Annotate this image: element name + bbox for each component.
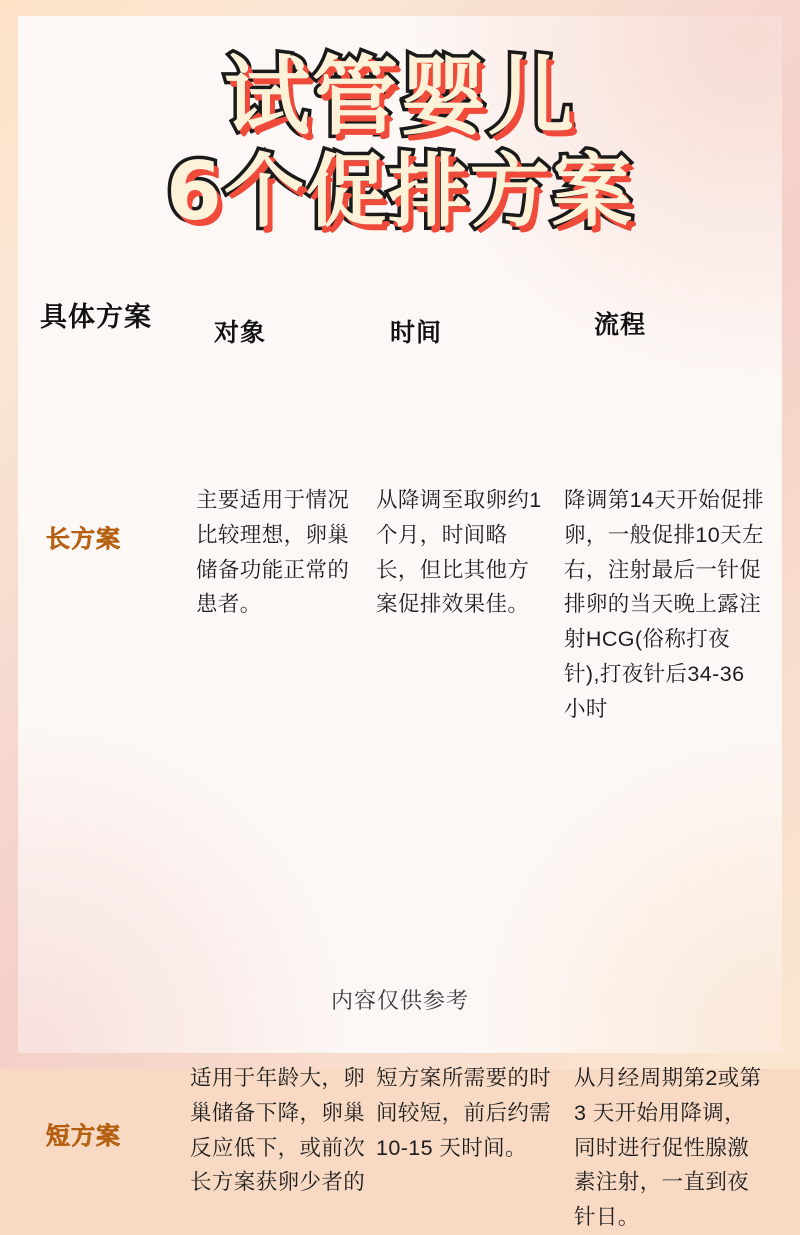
title-line-1: 试管婴儿 — [224, 47, 576, 147]
title-line-2: 6个促排方案 — [166, 145, 634, 239]
row-object-short-protocol: 适用于年龄大，卵巢储备下降，卵巢反应低下，或前次长方案获卵少者的 — [190, 1066, 366, 1195]
table-row — [18, 361, 782, 721]
row-label-long-protocol: 长方案 — [46, 526, 121, 553]
row-time-long-protocol: 从降调至取卵约1个月，时间略长，但比其他方案促排效果佳。 — [376, 488, 542, 617]
poster-card-background — [18, 16, 782, 1230]
row-process-long-protocol: 降调第14天开始促排卵，一般促排10天左右，注射最后一针促排卵的当天晚上露注射HCG(俗称打夜针),打夜针后34-36小时 — [564, 488, 764, 721]
row-object-long-protocol: 主要适用于情况比较理想，卵巢储备功能正常的患者。 — [196, 488, 350, 617]
table-header-process: 流程 — [594, 311, 647, 339]
footer-note: 内容仅供参考 — [330, 988, 469, 1013]
row-process-short-protocol: 从月经周期第2或第 3 天开始用降调，同时进行促性腺激素注射，一直到夜针日。 — [574, 1066, 762, 1230]
row-time-short-protocol: 短方案所需要的时间较短，前后约需 10-15 天时间。 — [376, 1066, 552, 1160]
table-header-plan: 具体方案 — [40, 302, 152, 332]
table-header-object: 对象 — [214, 319, 267, 347]
row-label-short-protocol: 短方案 — [46, 1123, 121, 1150]
table-header-row — [18, 281, 782, 361]
table-header-time: 时间 — [390, 319, 443, 347]
poster-title — [18, 47, 782, 239]
poster-card — [18, 16, 782, 1230]
